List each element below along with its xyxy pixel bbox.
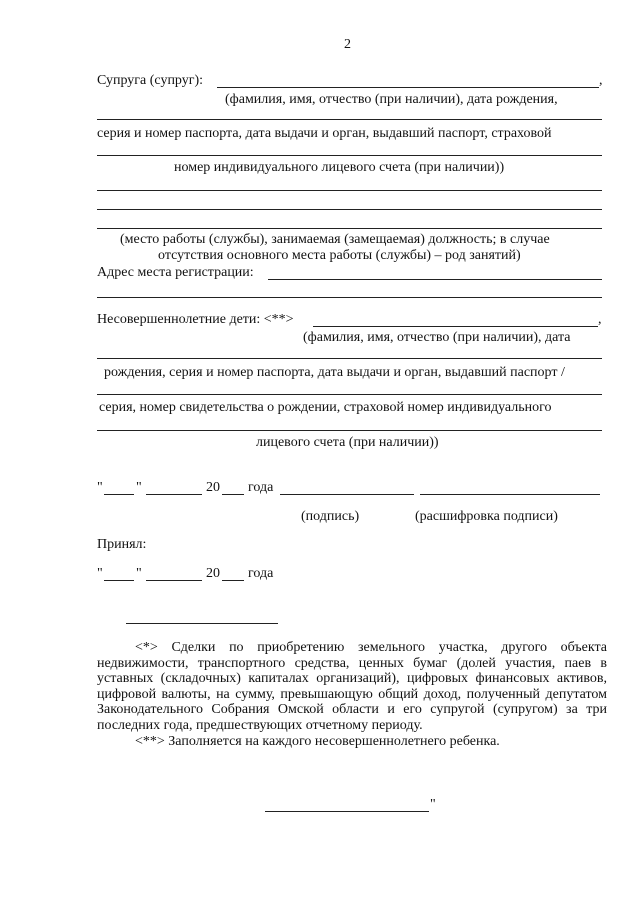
- footnote-1: <*> Сделки по приобретению земельного участка, другого объекта недвижимости, транспортного средства, ценных бумаг (долей участия, паев в уставных (складочных) капиталах организаций), цифровых финансовых активов, цифровой валюты, на сумму, превышающую общий доход, полученный депутатом Законодательного Собрания Омской области и его супругой (супругом) за три последних года, предшествующих отчетному периоду.: [97, 640, 607, 733]
- spouse-work-field-3[interactable]: [97, 228, 602, 229]
- spouse-hint-passport: серия и номер паспорта, дата выдачи и орган, выдавший паспорт, страховой: [97, 126, 552, 141]
- spouse-comma: ,: [599, 73, 603, 88]
- address-field[interactable]: [268, 279, 602, 280]
- spouse-name-field[interactable]: [217, 87, 599, 88]
- footnotes: [97, 640, 607, 749]
- spouse-work-field-1[interactable]: [97, 190, 602, 191]
- address-field-2[interactable]: [97, 297, 602, 298]
- page-number: 2: [344, 37, 351, 52]
- accepted-quote-close: ": [136, 566, 142, 581]
- signature-decode-field[interactable]: [420, 494, 600, 495]
- accepted-quote-open: ": [97, 566, 103, 581]
- spouse-hint-occupation: отсутствия основного места работы (службы) – род занятий): [158, 248, 521, 263]
- children-snils-field[interactable]: [97, 430, 602, 431]
- footnote-2: <**> Заполняется на каждого несовершеннолетнего ребенка.: [135, 733, 500, 749]
- closing-quote: ": [430, 797, 436, 812]
- date-quote-close: ": [136, 480, 142, 495]
- spouse-hint-snils: номер индивидуального лицевого счета (при наличии)): [174, 160, 505, 175]
- children-hint-certificate: серия, номер свидетельства о рождении, страховой номер индивидуального: [99, 400, 552, 415]
- children-passport-field[interactable]: [97, 358, 602, 359]
- accepted-year-word: года: [248, 566, 274, 581]
- signature-decode-hint: (расшифровка подписи): [415, 509, 558, 524]
- spouse-label: Супруга (супруг):: [97, 73, 204, 88]
- accepted-label: Принял:: [97, 537, 147, 552]
- accepted-month-field[interactable]: [146, 580, 202, 581]
- date-month-field[interactable]: [146, 494, 202, 495]
- footnote-separator: [126, 623, 278, 624]
- date-quote-open: ": [97, 480, 103, 495]
- date-year-field[interactable]: [222, 494, 244, 495]
- children-certificate-field[interactable]: [97, 394, 602, 395]
- date-year-word: года: [248, 480, 274, 495]
- children-hint-snils: лицевого счета (при наличии)): [256, 435, 439, 450]
- spouse-work-field-2[interactable]: [97, 209, 602, 210]
- children-hint-passport: рождения, серия и номер паспорта, дата выдачи и орган, выдавший паспорт /: [104, 365, 565, 380]
- accepted-day-field[interactable]: [104, 580, 134, 581]
- signature-field[interactable]: [280, 494, 414, 495]
- spouse-passport-field[interactable]: [97, 119, 602, 120]
- address-label: Адрес места регистрации:: [97, 265, 254, 280]
- spouse-hint-work: (место работы (службы), занимаемая (замещаемая) должность; в случае: [120, 232, 550, 247]
- closing-line: [265, 811, 429, 812]
- accepted-century: 20: [206, 566, 220, 581]
- date-century: 20: [206, 480, 220, 495]
- date-day-field[interactable]: [104, 494, 134, 495]
- children-name-field[interactable]: [313, 326, 598, 327]
- signature-hint: (подпись): [301, 509, 360, 524]
- spouse-hint-fio: (фамилия, имя, отчество (при наличии), дата рождения,: [225, 92, 558, 107]
- children-comma: ,: [598, 312, 602, 327]
- children-hint-fio: (фамилия, имя, отчество (при наличии), дата: [303, 330, 571, 345]
- spouse-snils-field[interactable]: [97, 155, 602, 156]
- children-label: Несовершеннолетние дети: <**>: [97, 312, 294, 327]
- accepted-year-field[interactable]: [222, 580, 244, 581]
